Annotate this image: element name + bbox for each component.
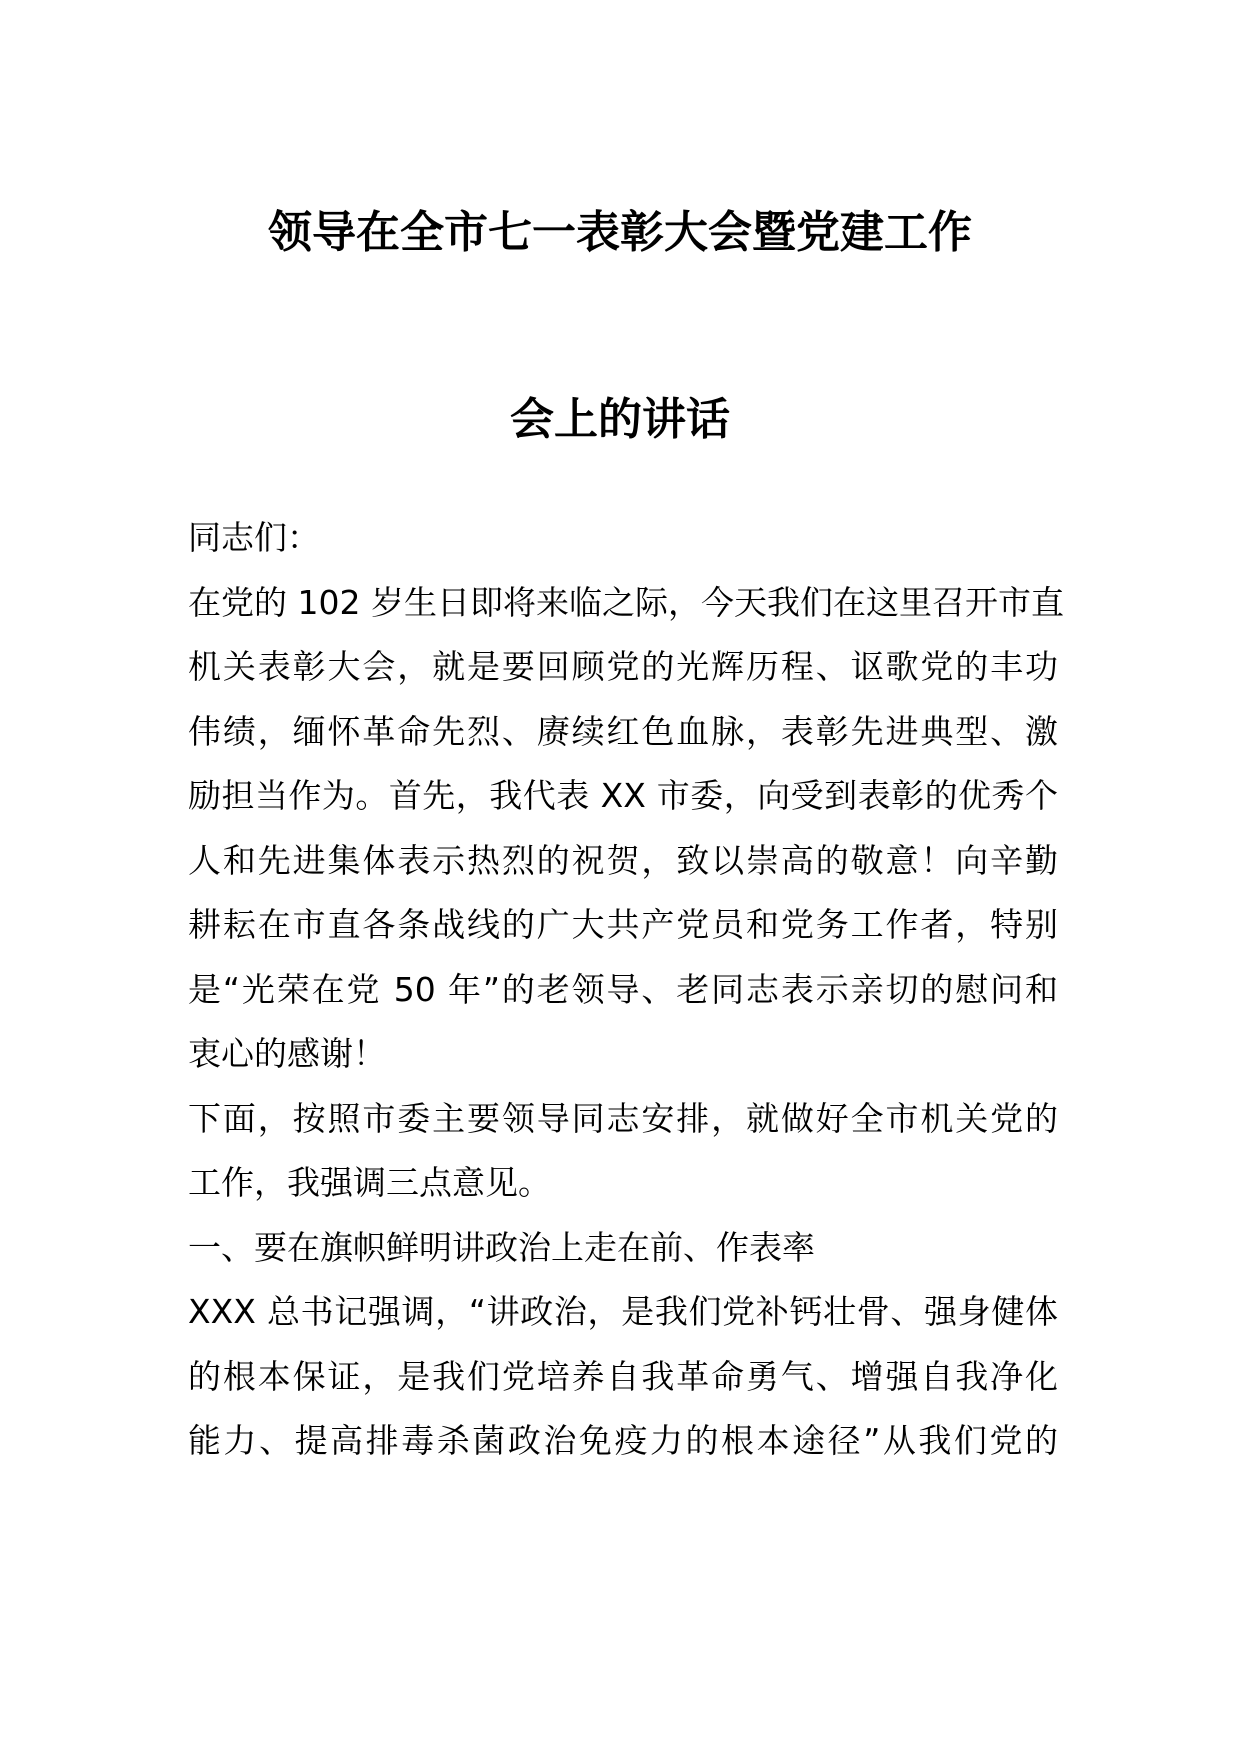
body-line: XXX 总书记强调，“讲政治，是我们党补钙壮骨、强身健体 (188, 1292, 1058, 1331)
body-line: 工作，我强调三点意见。 (188, 1163, 551, 1202)
body-line: 是“光荣在党 50 年”的老领导、老同志表示亲切的慰问和 (188, 969, 1058, 1009)
document-title-line-1: 领导在全市七一表彰大会暨党建工作 (268, 207, 972, 258)
document-body (188, 506, 1064, 1474)
body-line: 励担当作为。首先，我代表 XX 市委，向受到表彰的优秀个 (188, 776, 1058, 815)
body-line: 衷心的感谢！ (188, 1034, 386, 1073)
body-line: 机关表彰大会，就是要回顾党的光辉历程、讴歌党的丰功 (188, 647, 1058, 686)
document-title-line-2: 会上的讲话 (510, 394, 730, 445)
salutation: 同志们： (188, 518, 320, 557)
section-heading: 一、要在旗帜鲜明讲政治上走在前、作表率 (188, 1227, 815, 1267)
body-line: 能力、提高排毒杀菌政治免疫力的根本途径”从我们党的 (188, 1421, 1058, 1460)
body-line: 耕耘在市直各条战线的广大共产党员和党务工作者，特别 (188, 905, 1058, 944)
body-line: 伟绩，缅怀革命先烈、赓续红色血脉，表彰先进典型、激 (188, 711, 1058, 751)
body-line: 下面，按照市委主要领导同志安排，就做好全市机关党的 (188, 1098, 1058, 1138)
body-line: 人和先进集体表示热烈的祝贺，致以崇高的敬意！向辛勤 (188, 840, 1058, 880)
body-line: 在党的 102 岁生日即将来临之际，今天我们在这里召开市直 (188, 582, 1064, 622)
body-line: 的根本保证，是我们党培养自我革命勇气、增强自我净化 (188, 1356, 1058, 1396)
